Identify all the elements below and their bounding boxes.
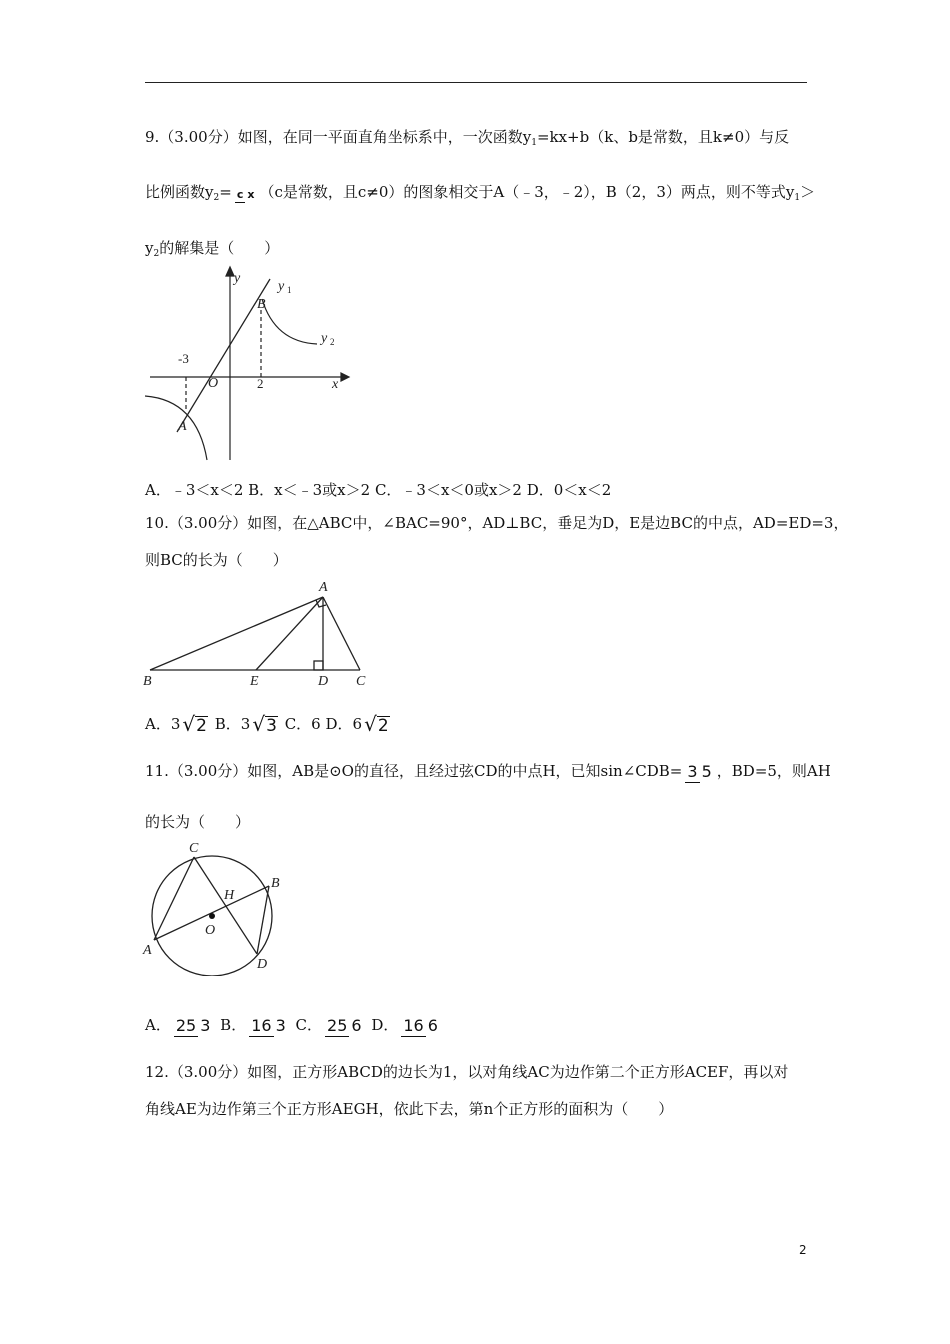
q10-options: A．3 √2 B．3 √3 C．6 D．6 √2 (145, 712, 389, 736)
q10-segment-ae (256, 597, 323, 670)
q10-sqrt-b: √3 (252, 712, 277, 736)
q9-label-A: A (178, 419, 187, 434)
q9-line2: 比例函数y2= c x （c是常数，且c≠0）的图象相交于A（﹣3，﹣2），B（2，3）两点，则不等式y1＞ (145, 183, 816, 203)
q9-x-arrow (341, 373, 349, 381)
q11-center-dot (209, 913, 215, 919)
q11-opt-b-fraction: 16 3 (251, 1015, 286, 1035)
q11-opt-d-fraction: 16 6 (403, 1015, 438, 1035)
q11-label-H: H (224, 888, 235, 903)
page-number: 2 (799, 1243, 807, 1257)
q9-hyperbola-lower (145, 396, 207, 460)
q9-label-y2: y (321, 331, 328, 346)
q10-right-angle-d (314, 661, 323, 670)
header-rule (145, 82, 807, 83)
q10-segment-ac (323, 597, 360, 670)
q9-label-y1: y (278, 279, 285, 294)
q10-sqrt-d: √2 (364, 712, 389, 736)
q10-line2: 则BC的长为（ ） (145, 551, 288, 569)
q9-label-y2-sub: 2 (330, 337, 335, 347)
q9-label-B: B (257, 297, 266, 312)
q10-label-B: B (143, 674, 152, 689)
q9-label-y1-sub: 1 (287, 285, 292, 295)
q11-label-B: B (271, 876, 280, 891)
q11-fraction: 3 5 (687, 761, 712, 781)
q9-y-arrow (226, 267, 234, 276)
q9-label-2: 2 (257, 376, 264, 391)
q10-label-A: A (319, 580, 328, 595)
q11-chord-cd (194, 857, 257, 954)
q11-label-C: C (189, 841, 199, 856)
q9-graph-figure (145, 262, 355, 464)
q11-options: A． 25 3 B． 16 3 C． 25 6 D． 16 6 (145, 1015, 438, 1035)
q11-opt-c-fraction: 25 6 (327, 1015, 362, 1035)
q9-fraction: c x (236, 188, 255, 201)
q12-line2: 角线AE为边作第三个正方形AEGH，依此下去，第n个正方形的面积为（ ） (145, 1100, 674, 1118)
q11-opt-a-fraction: 25 3 (175, 1015, 211, 1035)
q11-circle-figure (140, 838, 290, 976)
q10-label-E: E (250, 674, 259, 689)
q11-chord-bd (257, 886, 269, 954)
q9-label-y: y (234, 271, 241, 286)
q9-line1: 9.（3.00分）如图，在同一平面直角坐标系中，一次函数y1=kx+b（k、b是常数，且k≠0）与反 (145, 128, 790, 148)
q11-line1: 11.（3.00分）如图，AB是⊙O的直径，且经过弦CD的中点H，已知sin∠CDB= 3 5 ，BD=5，则AH (145, 761, 831, 781)
q12-line1: 12.（3.00分）如图，正方形ABCD的边长为1，以对角线AC为边作第二个正方形ACEF，再以对 (145, 1063, 789, 1081)
q11-label-O: O (205, 923, 216, 938)
q9-line3: y2的解集是（ ） (145, 239, 280, 259)
q10-label-C: C (356, 674, 366, 689)
q9-label-x: x (332, 377, 339, 392)
q9-label-neg3: -3 (178, 351, 189, 366)
q11-line2: 的长为（ ） (145, 813, 251, 831)
q11-label-A: A (143, 943, 152, 958)
q10-sqrt-a: √2 (182, 712, 207, 736)
q10-triangle-figure (140, 577, 380, 689)
q11-label-D: D (257, 957, 268, 972)
q9-label-origin: O (208, 376, 219, 391)
q9-hyperbola-upper (262, 299, 317, 344)
q10-label-D: D (318, 674, 329, 689)
q10-line1: 10.（3.00分）如图，在△ABC中，∠BAC=90°，AD⊥BC，垂足为D，E是边BC的中点，AD=ED=3， (145, 514, 849, 532)
q9-options: A．﹣3＜x＜2 B．x＜﹣3或x＞2 C．﹣3＜x＜0或x＞2 D．0＜x＜2 (145, 481, 612, 499)
q10-segment-ab (150, 597, 323, 670)
